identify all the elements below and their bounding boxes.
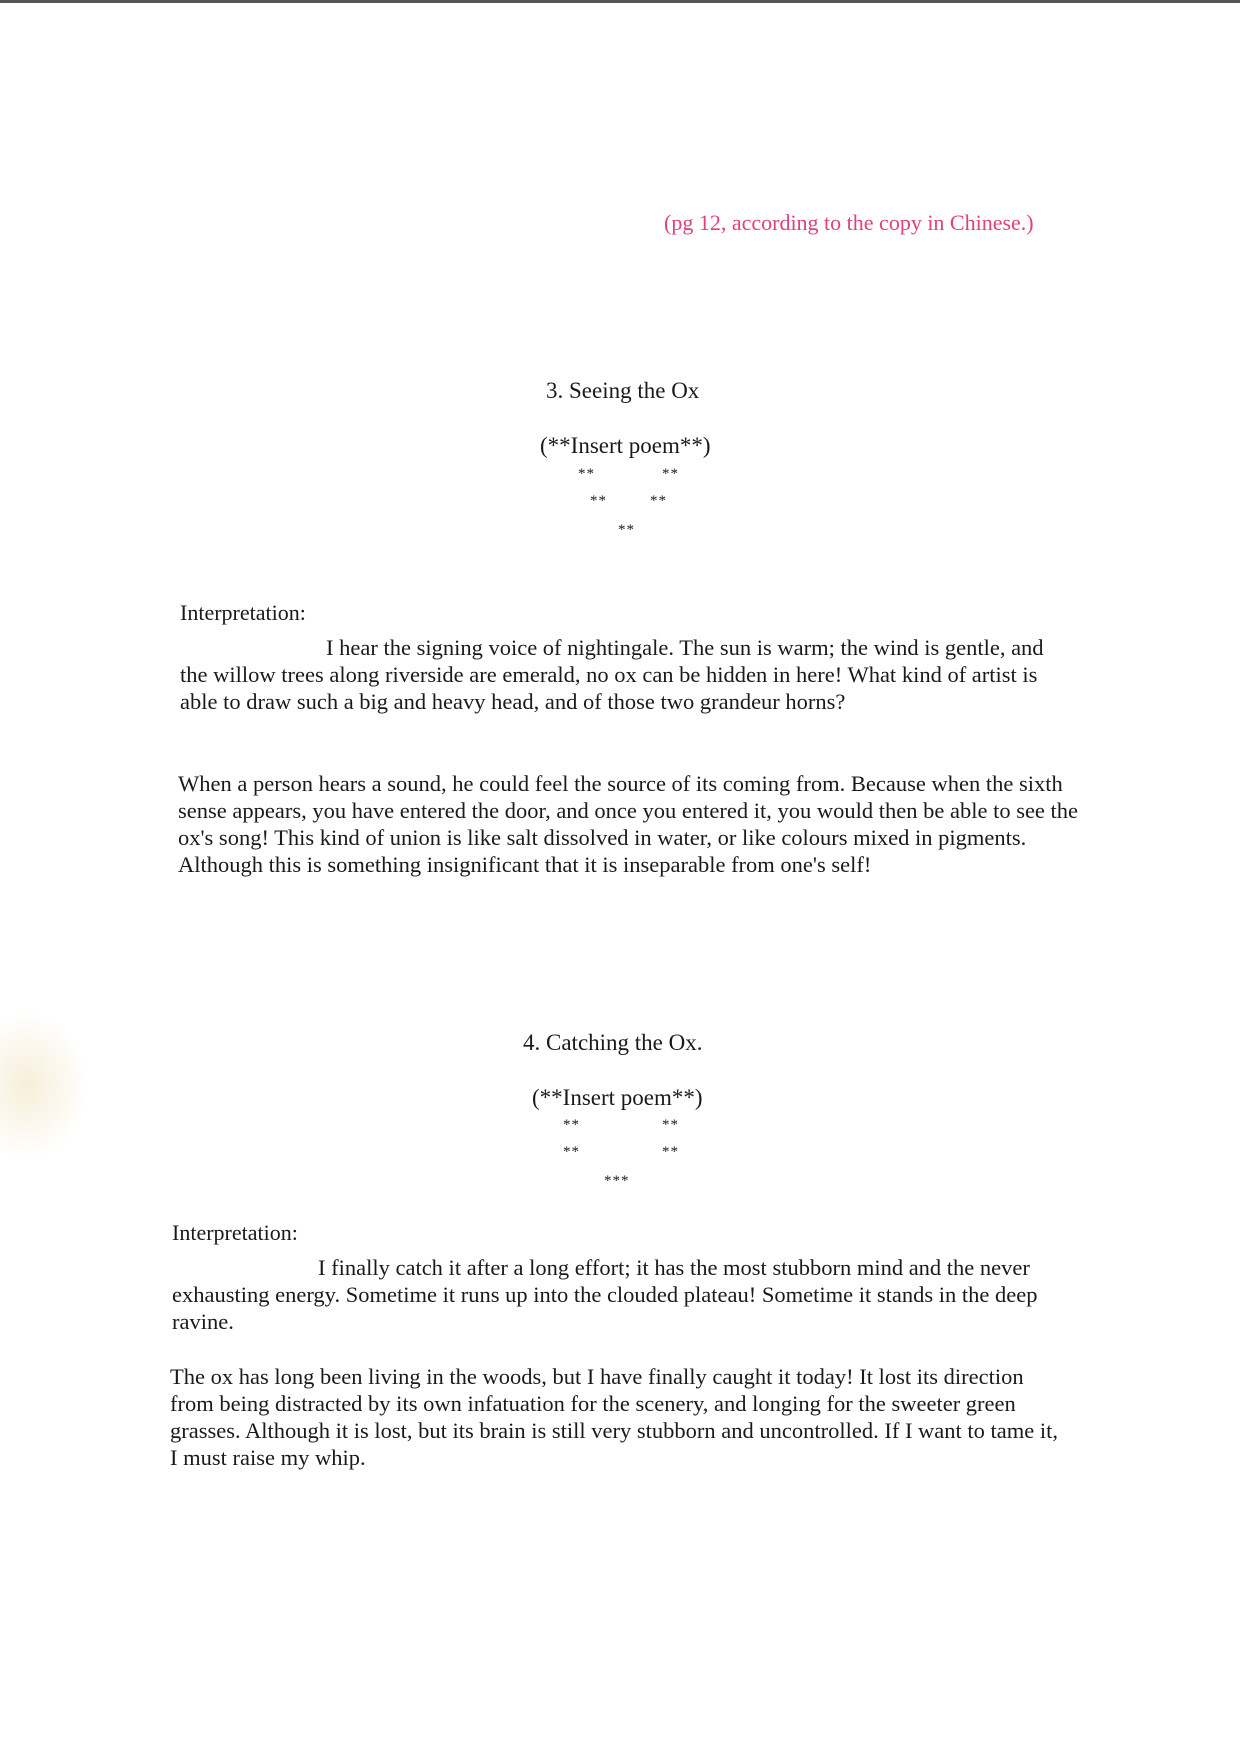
paper-stain (0, 1010, 90, 1160)
section-3-stars: ** (618, 522, 635, 538)
section-3-stars: ** (578, 466, 595, 482)
section-3-stars: ** (590, 493, 607, 509)
section-4-interpretation-label: Interpretation: (172, 1220, 298, 1245)
section-3-title: 3. Seeing the Ox (546, 378, 700, 403)
section-3-insert-poem: (**Insert poem**) (540, 433, 711, 458)
section-4-paragraph-1: I finally catch it after a long effort; it has the most stubborn mind and the never exhausting energy. Sometime it runs up into the clouded plateau! Sometime it stands in the deep ravine. (172, 1255, 1038, 1334)
section-4-stars: ** (662, 1144, 679, 1160)
page-top-edge (0, 0, 1240, 3)
page-reference-note: (pg 12, according to the copy in Chinese.) (664, 210, 1034, 235)
section-4-stars: *** (604, 1173, 630, 1189)
section-4-stars: ** (563, 1117, 580, 1133)
section-4-title: 4. Catching the Ox. (523, 1030, 703, 1055)
section-3-paragraph-1: I hear the signing voice of nightingale. The sun is warm; the wind is gentle, and the willow trees along riverside are emerald, no ox can be hidden in here! What kind of artist is able to draw such a big and heavy head, and of those two grandeur horns? (180, 635, 1044, 714)
section-4-stars: ** (662, 1117, 679, 1133)
section-4-insert-poem: (**Insert poem**) (532, 1085, 703, 1110)
section-3-interpretation-label: Interpretation: (180, 600, 306, 625)
section-4-paragraph-2: The ox has long been living in the woods, but I have finally caught it today! It lost its direction from being distracted by its own infatuation for the scenery, and longing for the sweeter green grasses. Although it is lost, but its brain is still very stubborn and uncontrolled. If I want to tame it, I must raise my whip. (170, 1364, 1059, 1470)
section-3-stars: ** (650, 493, 667, 509)
section-3-paragraph-2: When a person hears a sound, he could feel the source of its coming from. Because when the sixth sense appears, you have entered the door, and once you entered it, you would then be able to see the ox's song! This kind of union is like salt dissolved in water, or like colours mixed in pigments. Although this is something insignificant that it is inseparable from one's self! (178, 771, 1079, 877)
section-4-stars: ** (563, 1144, 580, 1160)
section-3-stars: ** (662, 466, 679, 482)
